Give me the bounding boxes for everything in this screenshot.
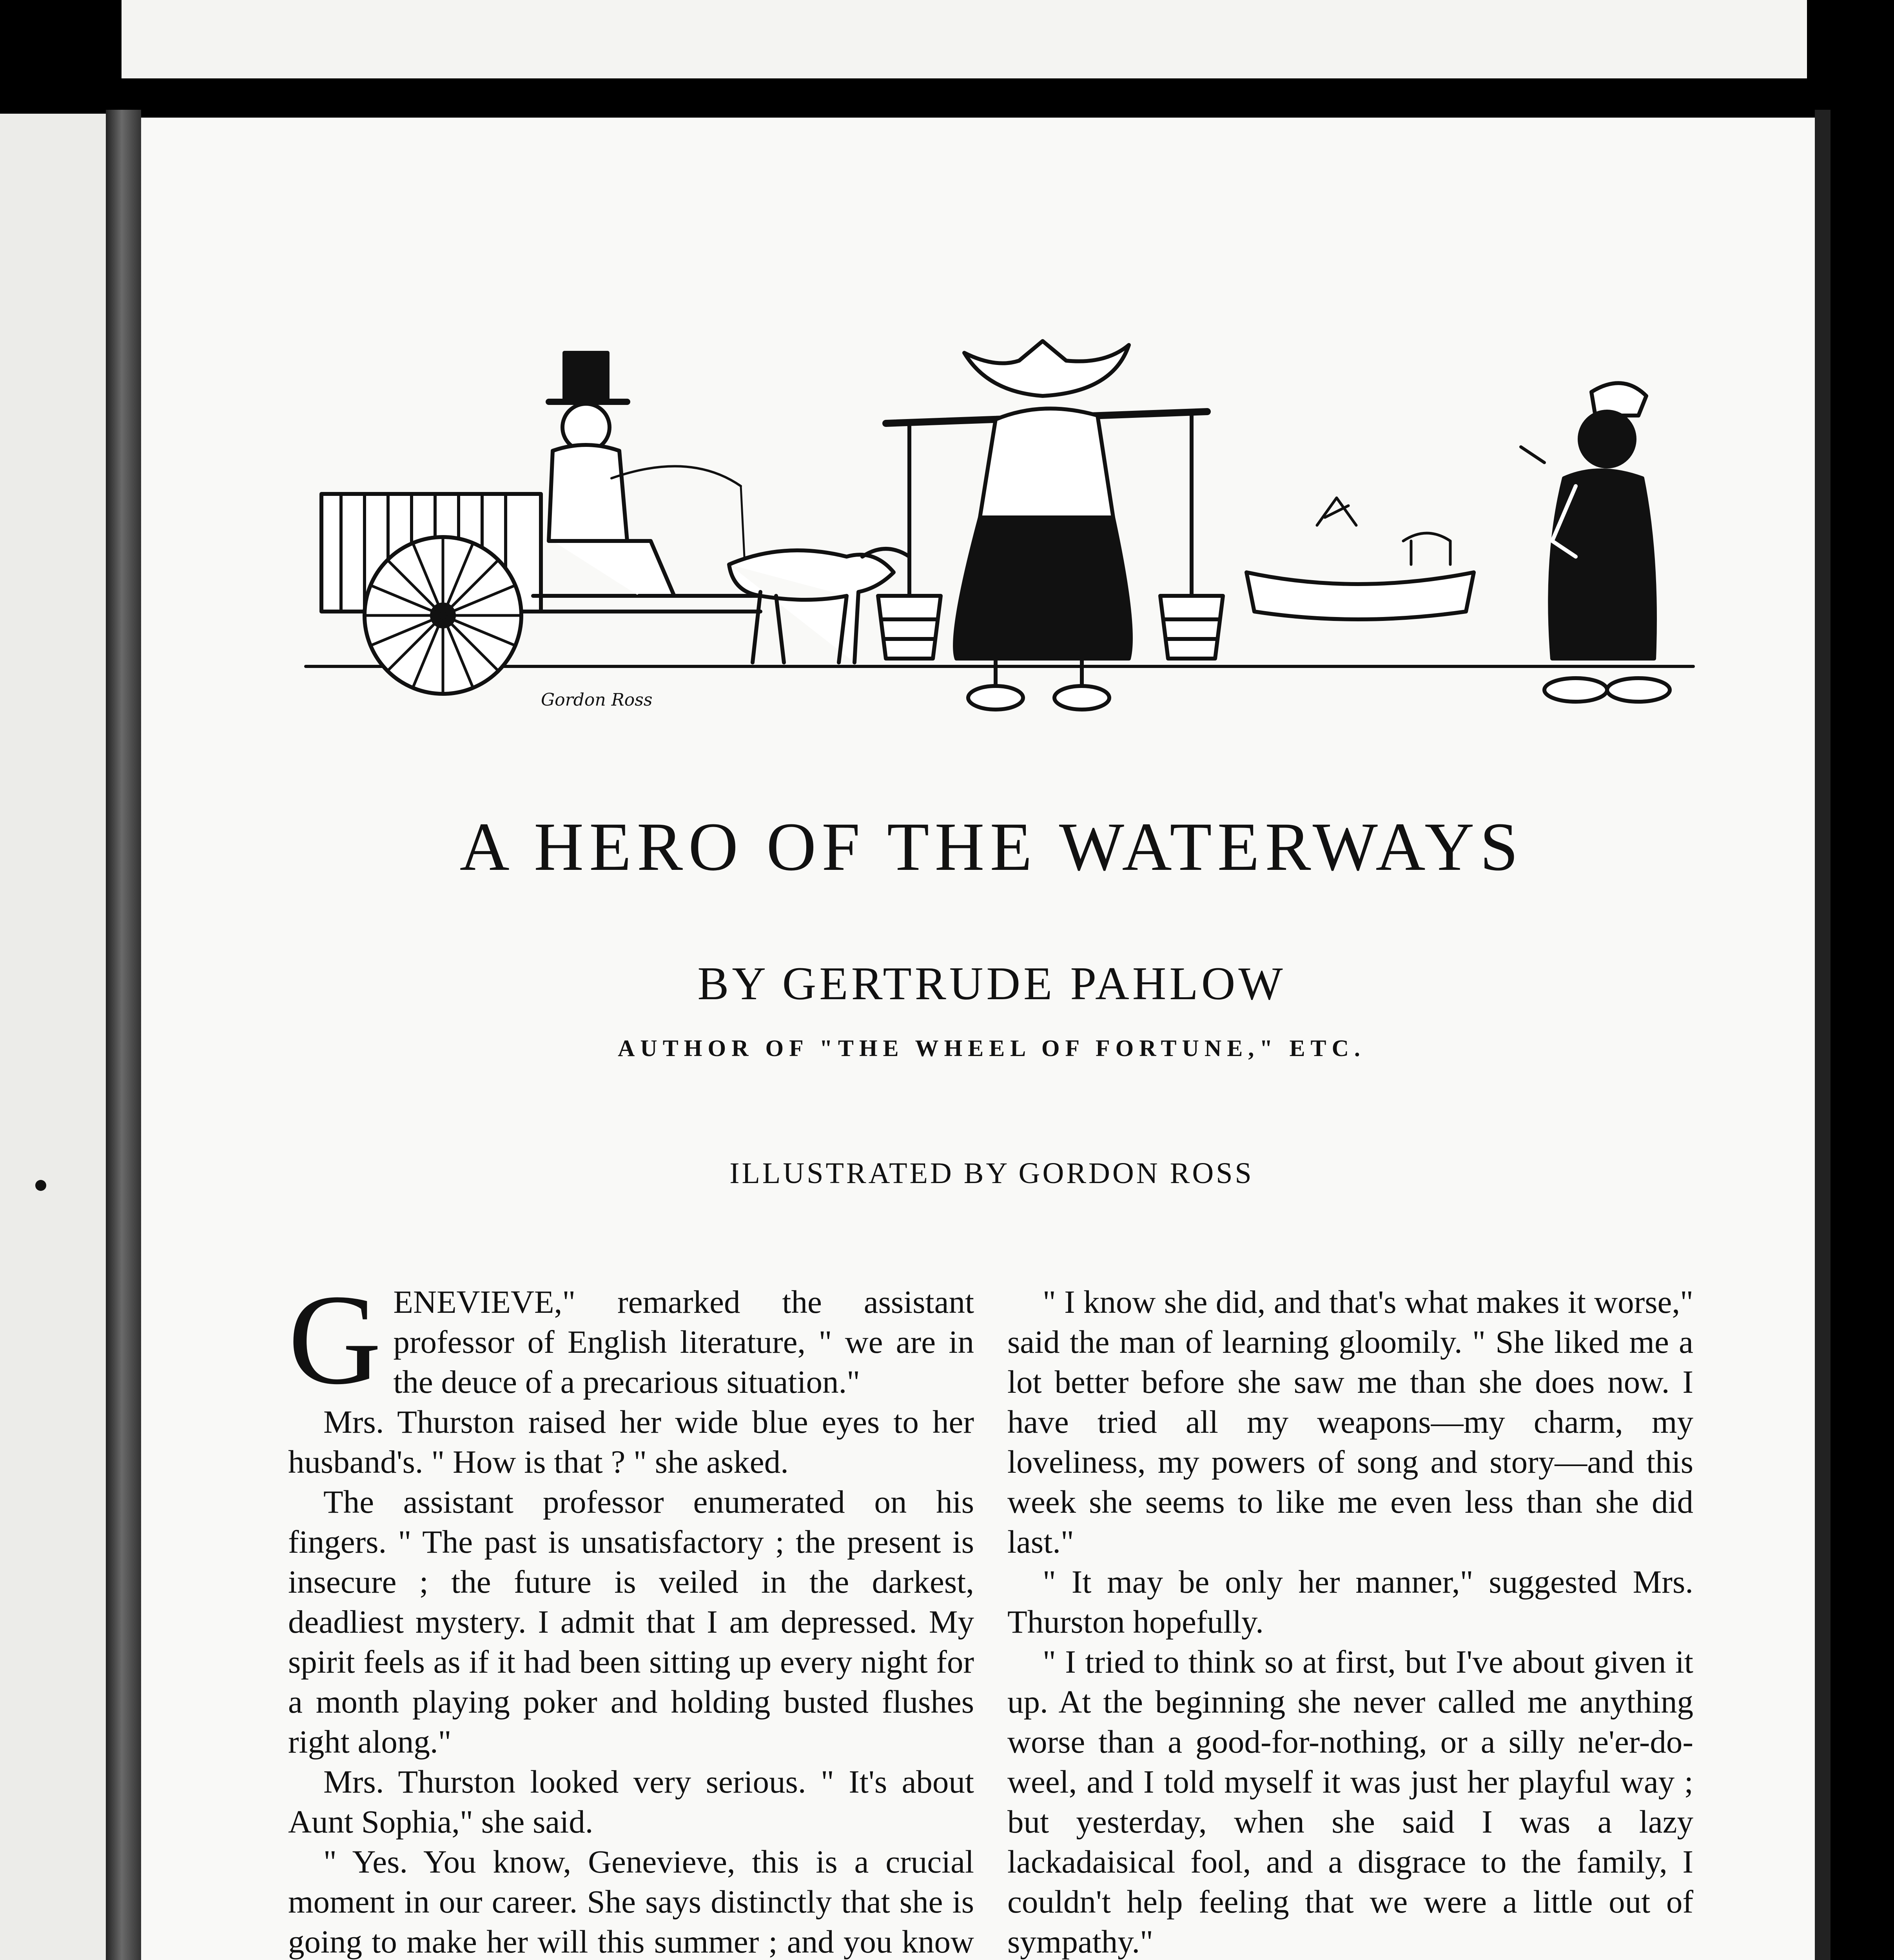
ink-speck [35,1180,46,1191]
paragraph: " It may be only her manner," suggested Mrs. Thurston hopefully. [1007,1564,1693,1640]
left-column [288,1268,974,1960]
paragraph: " Yes. You know, Genevieve, this is a crucial moment in our career. She says distinctly that she is going to make her will this summer ; and you know [288,1844,974,1960]
opening-paragraph-text: ENEVIEVE," remarked the assistant professor of English literature, " we are in the deuce of a precarious situation." [393,1284,974,1400]
illustrator-credit: ILLUSTRATED BY GORDON ROSS [729,1157,1254,1190]
author-credit: AUTHOR OF "THE WHEEL OF FORTUNE," ETC. [618,1035,1366,1061]
opening-paragraph [288,1268,974,1411]
paragraph: " I know she did, and that's what makes it worse," said the man of learning gloomily. " She liked me a lot better before she saw me than she does now. I have tried all my weapons—my charm, my loveliness, my powers of song and story—and this week she seems to like me even less than she did last." [1007,1284,1693,1560]
illustration-signature: Gordon Ross [541,690,653,710]
paragraph: " I tried to think so at first, but I've about given it up. At the beginning she never called me anything worse than a good-for-nothing, or a silly ne'er-do-weel, and I told myself it was just her playful way ; but yesterday, when she said I was a lazy lackadaisical fool, and a disgrace to the family, I couldn't help feeling that we were a little out of sympathy." [1007,1644,1693,1960]
header-illustration [298,321,1709,776]
previous-page-strip [122,0,1807,78]
paragraph: Mrs. Thurston raised her wide blue eyes to her husband's. " How is that ? " she asked. [288,1404,974,1480]
drop-cap: G [288,1268,382,1411]
paragraph: Mrs. Thurston looked very serious. " It's about Aunt Sophia," she said. [288,1764,974,1840]
paragraph: The assistant professor enumerated on his fingers. " The past is unsatisfactory ; the present is insecure ; the future is veiled in the darkest, deadliest mystery. I admit that I am depressed. My spirit feels as if it had been sitting up every night for a month playing poker and holding busted flushes right along." [288,1484,974,1760]
article-title: A HERO OF THE WATERWAYS [459,809,1524,885]
byline: BY GERTRUDE PAHLOW [697,957,1286,1009]
right-column [1007,1282,1693,1960]
